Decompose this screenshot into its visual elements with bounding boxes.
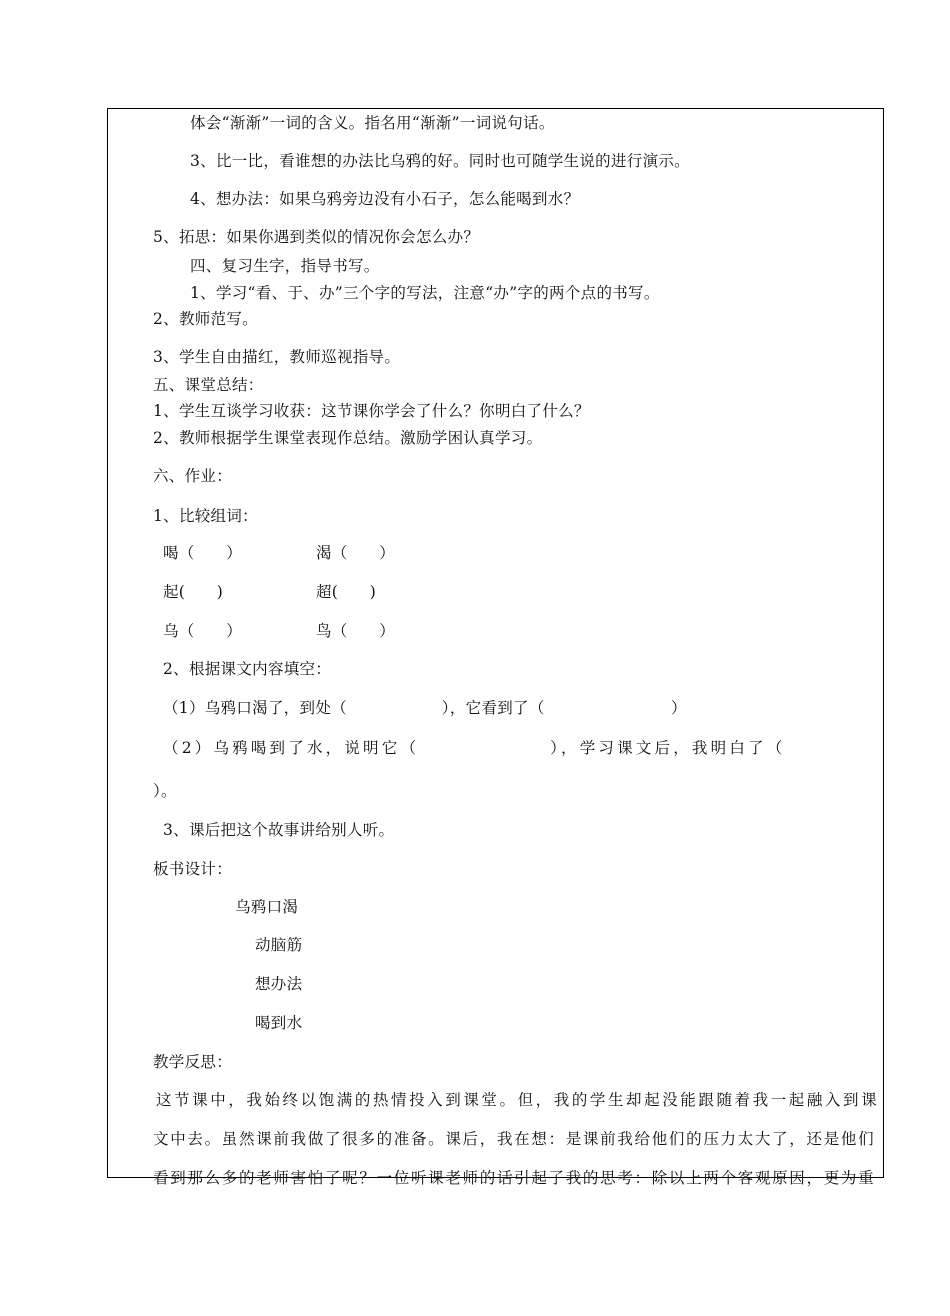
section-heading: 教学反思： bbox=[153, 1053, 233, 1071]
reflection-paragraph-line: 文中去。虽然课前我做了很多的准备。课后，我在想：是课前我给他们的压力太大了，还是他们 bbox=[153, 1130, 874, 1148]
word-pair-item: 起( ) bbox=[163, 583, 224, 601]
word-pair-item: 喝（ ） bbox=[163, 544, 243, 562]
text-line: 5、拓思：如果你遇到类似的情况你会怎么办？ bbox=[153, 228, 480, 246]
text-line: 3、课后把这个故事讲给别人听。 bbox=[163, 821, 395, 839]
fill-blank-line: （2）乌鸦喝到了水，说明它（ ），学习课文后，我明白了（ bbox=[163, 739, 786, 757]
word-pair-item: 渴（ ） bbox=[316, 544, 396, 562]
text-line: 体会“渐渐”一词的含义。指名用“渐渐”一词说句话。 bbox=[190, 114, 555, 132]
text-line: 3、比一比，看谁想的办法比乌鸦的好。同时也可随学生说的进行演示。 bbox=[190, 152, 690, 170]
section-heading: 五、课堂总结： bbox=[153, 376, 264, 394]
fill-blank-line: （1）乌鸦口渴了，到处（ ），它看到了（ ） bbox=[163, 699, 687, 717]
text-line: 2、教师根据学生课堂表现作总结。激励学困认真学习。 bbox=[153, 429, 543, 447]
text-line: 3、学生自由描红，教师巡视指导。 bbox=[153, 348, 401, 366]
text-line: 1、比较组词： bbox=[153, 507, 258, 525]
board-design-line: 想办法 bbox=[255, 975, 303, 993]
text-line: 1、学生互谈学习收获：这节课你学会了什么？你明白了什么？ bbox=[153, 402, 590, 420]
reflection-paragraph-line: 看到那么多的老师害怕了呢？一位听课老师的话引起了我的思考：除以上两个客观原因，更为重 bbox=[153, 1169, 874, 1187]
text-line: 1、学习“看、于、办”三个字的写法，注意“办”字的两个点的书写。 bbox=[190, 284, 660, 302]
board-design-line: 喝到水 bbox=[255, 1014, 303, 1032]
text-line: 2、教师范写。 bbox=[153, 310, 258, 328]
word-pair-item: 超( ) bbox=[316, 583, 377, 601]
word-pair-item: 鸟（ ） bbox=[316, 622, 396, 640]
section-heading: 六、作业： bbox=[153, 467, 233, 485]
text-line: 4、想办法：如果乌鸦旁边没有小石子，怎么能喝到水？ bbox=[190, 190, 580, 208]
fill-blank-line: ）。 bbox=[153, 782, 177, 800]
board-design-line: 动脑筋 bbox=[255, 936, 303, 954]
section-heading: 板书设计： bbox=[153, 860, 233, 878]
text-line: 2、根据课文内容填空： bbox=[163, 660, 332, 678]
board-design-line: 乌鸦口渴 bbox=[235, 898, 299, 916]
section-heading: 四、复习生字，指导书写。 bbox=[190, 257, 380, 275]
word-pair-item: 乌（ ） bbox=[163, 622, 243, 640]
reflection-paragraph-line: 这节课中，我始终以饱满的热情投入到课堂。但，我的学生却起没能跟随着我一起融入到课 bbox=[156, 1091, 877, 1109]
